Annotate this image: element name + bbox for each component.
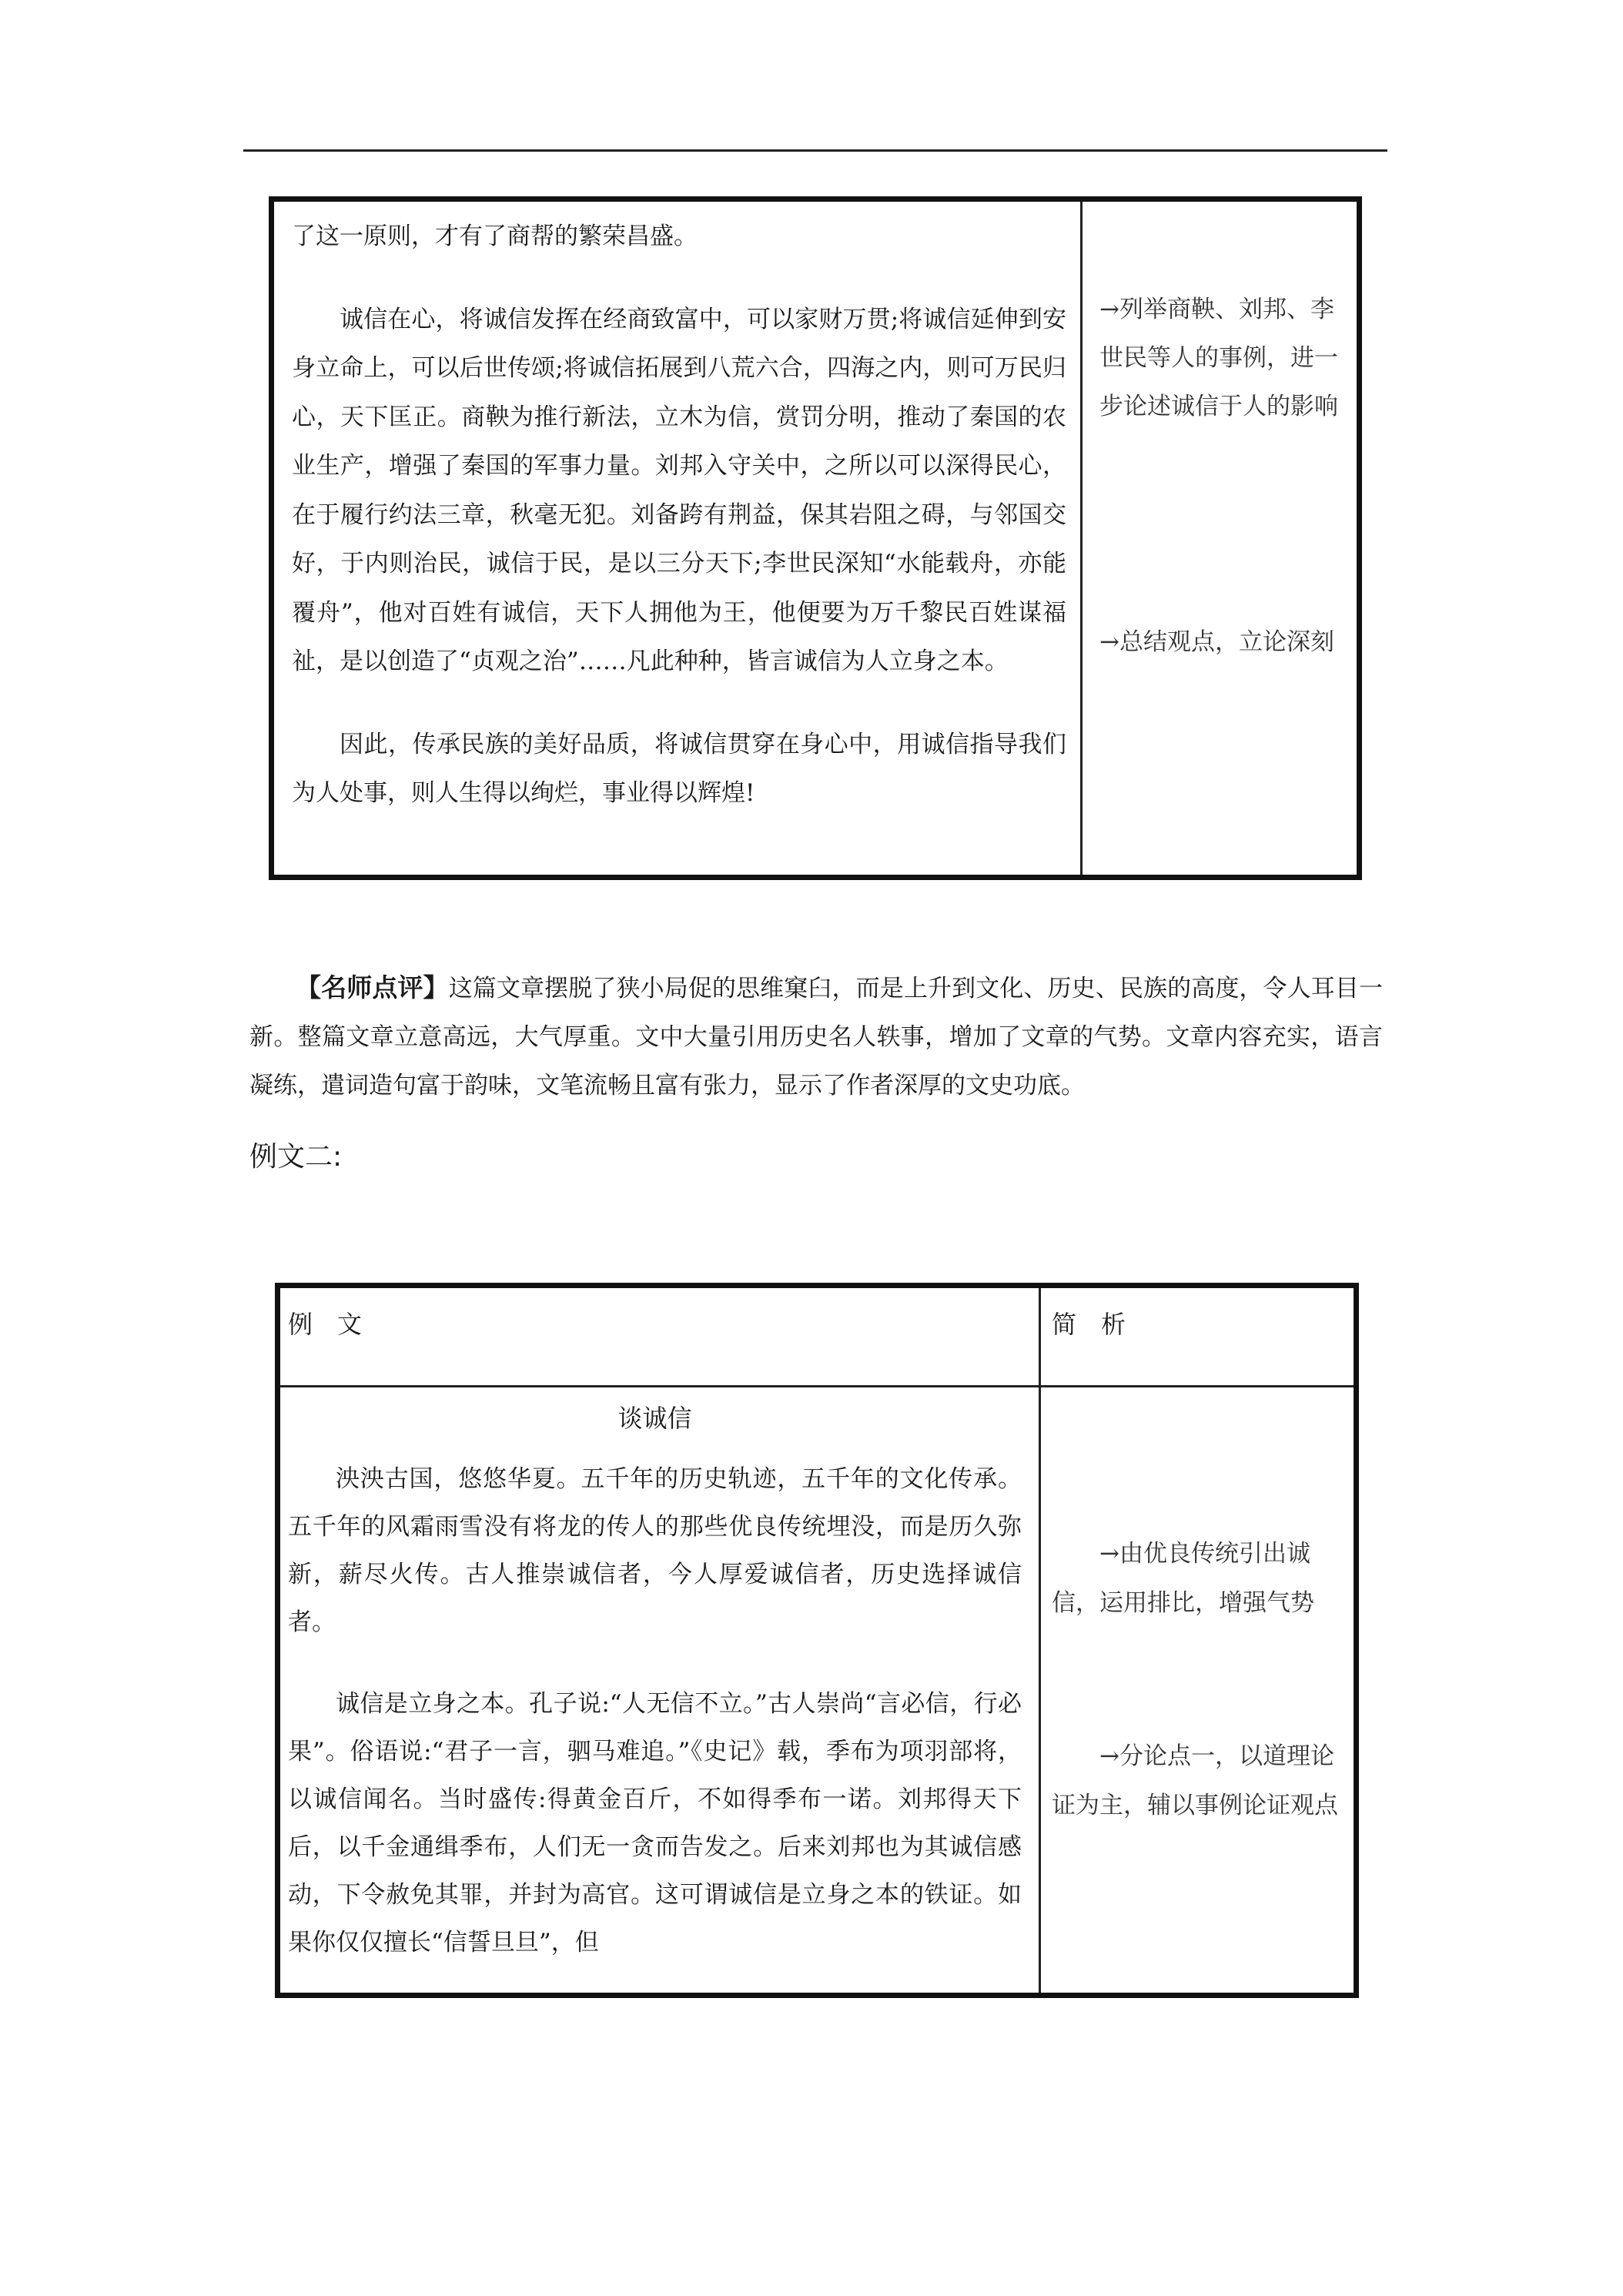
analysis-note: →列举商鞅、刘邦、李世民等人的事例，进一步论述诚信于人的影响 [1099, 296, 1338, 420]
essay-text-column [278, 1387, 1040, 1996]
essay-paragraph: 泱泱古国，悠悠华夏。五千年的历史轨迹，五千年的文化传承。五千年的风霜雨雪没有将龙的传人的那些优良传统埋没，而是历久弥新，薪尽火传。古人推崇诚信者，今人厚爱诚信者，历史选择诚信者。 [288, 1465, 1022, 1636]
teacher-comment [249, 963, 1383, 1110]
analysis-note: →总结观点，立论深刻 [1099, 628, 1334, 656]
essay-paragraph: 诚信是立身之本。孔子说:“人无信不立。”古人崇尚“言必信，行必果”。俗语说:“君子一言，驷马难追。”《史记》载，季布为项羽部将，以诚信闻名。当时盛传:得黄金百斤，不如得季布一诺。刘邦得天下后，以千金通缉季布，人们无一贪而告发之。后来刘邦也为其诚信感动，下令赦免其罪，并封为高官。这可谓诚信是立身之本的铁证。如果你仅仅擅长“信誓旦旦”，但 [288, 1690, 1022, 1956]
analysis-column [1040, 1387, 1357, 1996]
essay-table-1 [269, 196, 1362, 880]
comment-text: 这篇文章摆脱了狭小局促的思维窠臼，而是上升到文化、历史、民族的高度，令人耳目一新。整篇文章立意高远，大气厚重。文中大量引用历史名人轶事，增加了文章的气势。文章内容充实，语言凝练，遣词造句富于韵味，文笔流畅且富有张力，显示了作者深厚的文史功底。 [249, 975, 1384, 1099]
header-essay: 例 文 [278, 1286, 1040, 1387]
header-analysis: 简 析 [1040, 1286, 1357, 1387]
essay-text-column [272, 199, 1082, 878]
essay-title: 谈诚信 [617, 1404, 692, 1433]
analysis-note: →分论点一，以道理论证为主，辅以事例论证观点 [1052, 1742, 1338, 1819]
analysis-note: →由优良传统引出诚信，运用排比，增强气势 [1052, 1540, 1314, 1617]
essay-paragraph: 了这一原则，才有了商帮的繁荣昌盛。 [292, 223, 698, 250]
essay-paragraph: 因此，传承民族的美好品质，将诚信贯穿在身心中，用诚信指导我们为人处事，则人生得以绚烂，事业得以辉煌! [292, 730, 1066, 807]
comment-tag: 【名师点评】 [296, 972, 449, 1002]
example-heading: 例文二: [249, 1141, 343, 1173]
essay-paragraph: 诚信在心，将诚信发挥在经商致富中，可以家财万贯;将诚信延伸到安身立命上，可以后世传颂;将诚信拓展到八荒六合，四海之内，则可万民归心，天下匡正。商鞅为推行新法，立木为信，赏罚分明，推动了秦国的农业生产，增强了秦国的军事力量。刘邦入守关中，之所以可以深得民心，在于履行约法三章，秋毫无犯。刘备跨有荆益，保其岩阻之碍，与邻国交好，于内则治民，诚信于民，是以三分天下;李世民深知“水能载舟，亦能覆舟”，他对百姓有诚信，天下人拥他为王，他便要为万千黎民百姓谋福祉，是以创造了“贞观之治”……凡此种种，皆言诚信为人立身之本。 [292, 305, 1066, 675]
header-rule [243, 149, 1387, 152]
essay-table-2 [275, 1283, 1359, 1998]
analysis-column [1082, 199, 1360, 878]
